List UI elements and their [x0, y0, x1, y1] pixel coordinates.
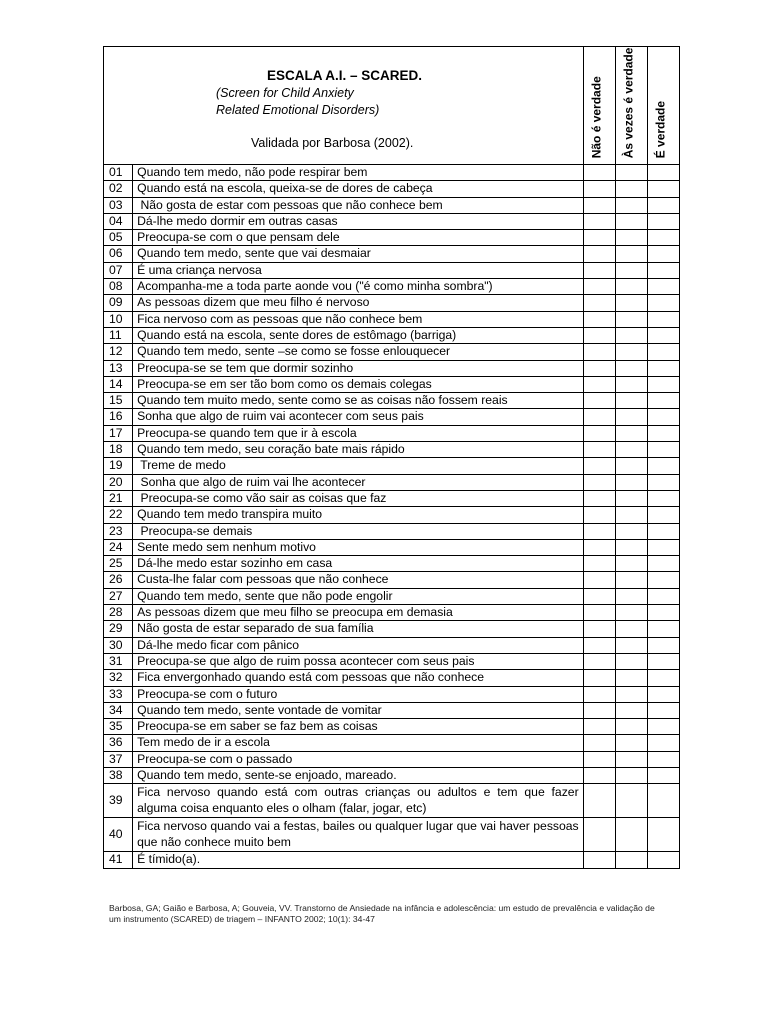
- scared-table: [103, 46, 680, 869]
- answer-not-true-cell[interactable]: [583, 751, 615, 767]
- answer-not-true-cell[interactable]: [583, 670, 615, 686]
- answer-sometimes-true-cell[interactable]: [615, 360, 647, 376]
- item-row: [104, 262, 680, 278]
- answer-not-true-cell[interactable]: [583, 719, 615, 735]
- answer-true-cell[interactable]: [647, 442, 679, 458]
- answer-not-true-cell[interactable]: [583, 344, 615, 360]
- answer-true-cell[interactable]: [647, 425, 679, 441]
- item-number: 01: [104, 165, 133, 181]
- answer-true-cell[interactable]: [647, 246, 679, 262]
- answer-true-cell[interactable]: [647, 621, 679, 637]
- item-row: [104, 507, 680, 523]
- item-row: [104, 702, 680, 718]
- item-row: [104, 376, 680, 392]
- item-text: Tem medo de ir a escola: [133, 735, 584, 751]
- item-text: Preocupa-se com o passado: [133, 751, 584, 767]
- answer-not-true-cell[interactable]: [583, 735, 615, 751]
- answer-true-cell[interactable]: [647, 605, 679, 621]
- item-row: [104, 784, 680, 818]
- item-text: As pessoas dizem que meu filho se preocupa em demasia: [133, 605, 584, 621]
- item-text: Preocupa-se se tem que dormir sozinho: [133, 360, 584, 376]
- item-number: 29: [104, 621, 133, 637]
- item-row: [104, 295, 680, 311]
- answer-not-true-cell[interactable]: [583, 376, 615, 392]
- answer-not-true-cell[interactable]: [583, 279, 615, 295]
- item-number: 19: [104, 458, 133, 474]
- item-number: 23: [104, 523, 133, 539]
- answer-not-true-cell[interactable]: [583, 588, 615, 604]
- answer-not-true-cell[interactable]: [583, 539, 615, 555]
- item-row: [104, 279, 680, 295]
- item-text: Preocupa-se como vão sair as coisas que faz: [133, 490, 584, 506]
- scale-subtitle-line1: (Screen for Child Anxiety: [216, 86, 354, 100]
- item-number: 07: [104, 262, 133, 278]
- answer-not-true-cell[interactable]: [583, 818, 615, 852]
- item-row: [104, 165, 680, 181]
- header-true: [647, 47, 679, 165]
- item-text: Preocupa-se que algo de ruim possa acontecer com seus pais: [133, 653, 584, 669]
- answer-not-true-cell[interactable]: [583, 556, 615, 572]
- item-text: Sonha que algo de ruim vai lhe acontecer: [133, 474, 584, 490]
- validation-note: Validada por Barbosa (2002).: [251, 136, 414, 150]
- answer-sometimes-true-cell[interactable]: [615, 507, 647, 523]
- item-text: Quando tem medo, sente que não pode engolir: [133, 588, 584, 604]
- item-number: 08: [104, 279, 133, 295]
- item-text: Quando está na escola, queixa-se de dores de cabeça: [133, 181, 584, 197]
- answer-sometimes-true-cell[interactable]: [615, 852, 647, 868]
- answer-not-true-cell[interactable]: [583, 653, 615, 669]
- answer-true-cell[interactable]: [647, 719, 679, 735]
- answer-not-true-cell[interactable]: [583, 246, 615, 262]
- item-text: Preocupa-se demais: [133, 523, 584, 539]
- answer-true-cell[interactable]: [647, 751, 679, 767]
- answer-not-true-cell[interactable]: [583, 523, 615, 539]
- item-text: Treme de medo: [133, 458, 584, 474]
- answer-not-true-cell[interactable]: [583, 181, 615, 197]
- answer-sometimes-true-cell[interactable]: [615, 393, 647, 409]
- item-text: Quando tem medo transpira muito: [133, 507, 584, 523]
- item-number: 38: [104, 767, 133, 783]
- answer-sometimes-true-cell[interactable]: [615, 523, 647, 539]
- answer-sometimes-true-cell[interactable]: [615, 818, 647, 852]
- header-sometimes-true: [615, 47, 647, 165]
- answer-true-cell[interactable]: [647, 295, 679, 311]
- answer-sometimes-true-cell[interactable]: [615, 344, 647, 360]
- answer-true-cell[interactable]: [647, 327, 679, 343]
- item-number: 39: [104, 784, 133, 818]
- item-row: [104, 523, 680, 539]
- answer-not-true-cell[interactable]: [583, 507, 615, 523]
- answer-true-cell[interactable]: [647, 197, 679, 213]
- item-text: Dá-lhe medo dormir em outras casas: [133, 213, 584, 229]
- answer-true-cell[interactable]: [647, 165, 679, 181]
- item-row: [104, 213, 680, 229]
- item-row: [104, 637, 680, 653]
- item-row: [104, 230, 680, 246]
- header-true-label: É verdade: [654, 100, 669, 158]
- answer-true-cell[interactable]: [647, 360, 679, 376]
- item-number: 32: [104, 670, 133, 686]
- item-text: É uma criança nervosa: [133, 262, 584, 278]
- header-not-true-label: Não é verdade: [589, 75, 604, 158]
- item-number: 06: [104, 246, 133, 262]
- answer-sometimes-true-cell[interactable]: [615, 197, 647, 213]
- item-number: 03: [104, 197, 133, 213]
- answer-not-true-cell[interactable]: [583, 327, 615, 343]
- item-row: [104, 311, 680, 327]
- item-row: [104, 686, 680, 702]
- scale-title: ESCALA A.I. – SCARED.: [267, 68, 423, 83]
- answer-not-true-cell[interactable]: [583, 262, 615, 278]
- item-text: Preocupa-se com o futuro: [133, 686, 584, 702]
- answer-sometimes-true-cell[interactable]: [615, 605, 647, 621]
- answer-true-cell[interactable]: [647, 539, 679, 555]
- scale-subtitle-line2: Related Emotional Disorders): [216, 103, 380, 117]
- scared-questionnaire: [103, 46, 680, 869]
- answer-not-true-cell[interactable]: [583, 360, 615, 376]
- item-row: [104, 719, 680, 735]
- item-text: Preocupa-se quando tem que ir à escola: [133, 425, 584, 441]
- answer-not-true-cell[interactable]: [583, 197, 615, 213]
- answer-not-true-cell[interactable]: [583, 393, 615, 409]
- item-text: Acompanha-me a toda parte aonde vou ("é como minha sombra"): [133, 279, 584, 295]
- item-text: Quando tem medo, sente vontade de vomitar: [133, 702, 584, 718]
- item-text: Sente medo sem nenhum motivo: [133, 539, 584, 555]
- answer-sometimes-true-cell[interactable]: [615, 213, 647, 229]
- item-text: É tímido(a).: [133, 852, 584, 868]
- answer-true-cell[interactable]: [647, 735, 679, 751]
- answer-true-cell[interactable]: [647, 670, 679, 686]
- item-number: 36: [104, 735, 133, 751]
- item-number: 22: [104, 507, 133, 523]
- answer-sometimes-true-cell[interactable]: [615, 686, 647, 702]
- answer-true-cell[interactable]: [647, 393, 679, 409]
- item-number: 16: [104, 409, 133, 425]
- item-row: [104, 442, 680, 458]
- item-number: 27: [104, 588, 133, 604]
- item-number: 26: [104, 572, 133, 588]
- item-number: 04: [104, 213, 133, 229]
- item-row: [104, 735, 680, 751]
- item-text: Quando tem medo, não pode respirar bem: [133, 165, 584, 181]
- answer-sometimes-true-cell[interactable]: [615, 262, 647, 278]
- item-row: [104, 197, 680, 213]
- item-row: [104, 539, 680, 555]
- item-number: 10: [104, 311, 133, 327]
- item-text: Custa-lhe falar com pessoas que não conhece: [133, 572, 584, 588]
- item-number: 12: [104, 344, 133, 360]
- answer-sometimes-true-cell[interactable]: [615, 702, 647, 718]
- answer-sometimes-true-cell[interactable]: [615, 719, 647, 735]
- item-number: 25: [104, 556, 133, 572]
- answer-sometimes-true-cell[interactable]: [615, 621, 647, 637]
- answer-sometimes-true-cell[interactable]: [615, 327, 647, 343]
- answer-true-cell[interactable]: [647, 523, 679, 539]
- answer-sometimes-true-cell[interactable]: [615, 637, 647, 653]
- reference-footnote: Barbosa, GA; Gaião e Barbosa, A; Gouveia, VV. Transtorno de Ansiedade na infância e adolescência: um estudo de prevalência e validação de um instrumento (SCARED) de triagem – INFANTO 2002; 10(1): 34-47: [109, 903, 655, 924]
- item-text: Não gosta de estar com pessoas que não conhece bem: [133, 197, 584, 213]
- answer-sometimes-true-cell[interactable]: [615, 474, 647, 490]
- item-text: Preocupa-se em ser tão bom como os demais colegas: [133, 376, 584, 392]
- item-row: [104, 605, 680, 621]
- item-row: [104, 181, 680, 197]
- answer-not-true-cell[interactable]: [583, 702, 615, 718]
- answer-sometimes-true-cell[interactable]: [615, 409, 647, 425]
- answer-sometimes-true-cell[interactable]: [615, 751, 647, 767]
- item-row: [104, 653, 680, 669]
- answer-not-true-cell[interactable]: [583, 458, 615, 474]
- answer-sometimes-true-cell[interactable]: [615, 588, 647, 604]
- answer-not-true-cell[interactable]: [583, 490, 615, 506]
- answer-not-true-cell[interactable]: [583, 852, 615, 868]
- item-row: [104, 425, 680, 441]
- answer-sometimes-true-cell[interactable]: [615, 784, 647, 818]
- item-number: 33: [104, 686, 133, 702]
- answer-not-true-cell[interactable]: [583, 621, 615, 637]
- header-row: [104, 47, 680, 165]
- answer-not-true-cell[interactable]: [583, 637, 615, 653]
- item-text: Preocupa-se em saber se faz bem as coisas: [133, 719, 584, 735]
- item-text: Fica envergonhado quando está com pessoas que não conhece: [133, 670, 584, 686]
- answer-sometimes-true-cell[interactable]: [615, 458, 647, 474]
- answer-not-true-cell[interactable]: [583, 230, 615, 246]
- answer-true-cell[interactable]: [647, 702, 679, 718]
- item-number: 13: [104, 360, 133, 376]
- answer-true-cell[interactable]: [647, 556, 679, 572]
- item-number: 05: [104, 230, 133, 246]
- answer-sometimes-true-cell[interactable]: [615, 442, 647, 458]
- answer-not-true-cell[interactable]: [583, 165, 615, 181]
- header-sometimes-true-label: Às vezes é verdade: [622, 47, 637, 158]
- answer-not-true-cell[interactable]: [583, 295, 615, 311]
- item-text: Preocupa-se com o que pensam dele: [133, 230, 584, 246]
- item-text: Quando tem medo, sente-se enjoado, mareado.: [133, 767, 584, 783]
- answer-true-cell[interactable]: [647, 490, 679, 506]
- answer-sometimes-true-cell[interactable]: [615, 425, 647, 441]
- answer-not-true-cell[interactable]: [583, 474, 615, 490]
- item-number: 15: [104, 393, 133, 409]
- answer-not-true-cell[interactable]: [583, 311, 615, 327]
- answer-not-true-cell[interactable]: [583, 605, 615, 621]
- answer-true-cell[interactable]: [647, 213, 679, 229]
- item-row: [104, 474, 680, 490]
- answer-true-cell[interactable]: [647, 458, 679, 474]
- answer-true-cell[interactable]: [647, 784, 679, 818]
- item-row: [104, 344, 680, 360]
- answer-sometimes-true-cell[interactable]: [615, 279, 647, 295]
- answer-sometimes-true-cell[interactable]: [615, 653, 647, 669]
- answer-not-true-cell[interactable]: [583, 767, 615, 783]
- item-row: [104, 852, 680, 868]
- answer-true-cell[interactable]: [647, 376, 679, 392]
- answer-sometimes-true-cell[interactable]: [615, 311, 647, 327]
- answer-sometimes-true-cell[interactable]: [615, 230, 647, 246]
- item-text: Quando está na escola, sente dores de estômago (barriga): [133, 327, 584, 343]
- item-row: [104, 360, 680, 376]
- answer-true-cell[interactable]: [647, 344, 679, 360]
- answer-true-cell[interactable]: [647, 311, 679, 327]
- header-not-true: [583, 47, 615, 165]
- answer-true-cell[interactable]: [647, 767, 679, 783]
- item-number: 41: [104, 852, 133, 868]
- item-row: [104, 556, 680, 572]
- answer-not-true-cell[interactable]: [583, 213, 615, 229]
- item-text: Dá-lhe medo ficar com pânico: [133, 637, 584, 653]
- item-number: 09: [104, 295, 133, 311]
- item-text: Sonha que algo de ruim vai acontecer com seus pais: [133, 409, 584, 425]
- item-text: Fica nervoso com as pessoas que não conhece bem: [133, 311, 584, 327]
- item-text: Quando tem muito medo, sente como se as coisas não fossem reais: [133, 393, 584, 409]
- answer-sometimes-true-cell[interactable]: [615, 490, 647, 506]
- answer-sometimes-true-cell[interactable]: [615, 181, 647, 197]
- answer-sometimes-true-cell[interactable]: [615, 539, 647, 555]
- answer-true-cell[interactable]: [647, 181, 679, 197]
- answer-true-cell[interactable]: [647, 409, 679, 425]
- item-number: 14: [104, 376, 133, 392]
- answer-sometimes-true-cell[interactable]: [615, 572, 647, 588]
- item-row: [104, 246, 680, 262]
- answer-true-cell[interactable]: [647, 279, 679, 295]
- item-number: 34: [104, 702, 133, 718]
- item-number: 18: [104, 442, 133, 458]
- answer-true-cell[interactable]: [647, 686, 679, 702]
- item-row: [104, 572, 680, 588]
- answer-true-cell[interactable]: [647, 572, 679, 588]
- item-number: 02: [104, 181, 133, 197]
- item-text: Quando tem medo, seu coração bate mais rápido: [133, 442, 584, 458]
- item-row: [104, 393, 680, 409]
- item-text: Dá-lhe medo estar sozinho em casa: [133, 556, 584, 572]
- answer-sometimes-true-cell[interactable]: [615, 295, 647, 311]
- item-number: 11: [104, 327, 133, 343]
- answer-sometimes-true-cell[interactable]: [615, 735, 647, 751]
- answer-not-true-cell[interactable]: [583, 784, 615, 818]
- item-number: 37: [104, 751, 133, 767]
- answer-sometimes-true-cell[interactable]: [615, 767, 647, 783]
- answer-sometimes-true-cell[interactable]: [615, 376, 647, 392]
- answer-not-true-cell[interactable]: [583, 686, 615, 702]
- item-row: [104, 490, 680, 506]
- item-number: 35: [104, 719, 133, 735]
- item-row: [104, 327, 680, 343]
- answer-true-cell[interactable]: [647, 474, 679, 490]
- answer-not-true-cell[interactable]: [583, 409, 615, 425]
- answer-sometimes-true-cell[interactable]: [615, 246, 647, 262]
- answer-sometimes-true-cell[interactable]: [615, 670, 647, 686]
- item-number: 31: [104, 653, 133, 669]
- item-row: [104, 751, 680, 767]
- answer-true-cell[interactable]: [647, 852, 679, 868]
- answer-sometimes-true-cell[interactable]: [615, 165, 647, 181]
- header-cell: [104, 47, 584, 165]
- item-row: [104, 588, 680, 604]
- answer-not-true-cell[interactable]: [583, 442, 615, 458]
- item-text: Quando tem medo, sente que vai desmaiar: [133, 246, 584, 262]
- answer-true-cell[interactable]: [647, 588, 679, 604]
- answer-true-cell[interactable]: [647, 653, 679, 669]
- item-row: [104, 767, 680, 783]
- answer-true-cell[interactable]: [647, 507, 679, 523]
- item-number: 40: [104, 818, 133, 852]
- answer-not-true-cell[interactable]: [583, 425, 615, 441]
- item-row: [104, 458, 680, 474]
- item-number: 17: [104, 425, 133, 441]
- item-row: [104, 621, 680, 637]
- item-text: Fica nervoso quando vai a festas, bailes ou qualquer lugar que vai haver pessoas que não conhece muito bem: [133, 818, 584, 852]
- answer-true-cell[interactable]: [647, 637, 679, 653]
- item-text: As pessoas dizem que meu filho é nervoso: [133, 295, 584, 311]
- item-number: 28: [104, 605, 133, 621]
- item-number: 30: [104, 637, 133, 653]
- item-text: Não gosta de estar separado de sua família: [133, 621, 584, 637]
- item-text: Fica nervoso quando está com outras crianças ou adultos e tem que fazer alguma coisa enquanto eles o olham (falar, jogar, etc): [133, 784, 584, 818]
- item-row: [104, 409, 680, 425]
- item-number: 20: [104, 474, 133, 490]
- item-text: Quando tem medo, sente –se como se fosse enlouquecer: [133, 344, 584, 360]
- item-number: 24: [104, 539, 133, 555]
- answer-true-cell[interactable]: [647, 818, 679, 852]
- item-number: 21: [104, 490, 133, 506]
- answer-sometimes-true-cell[interactable]: [615, 556, 647, 572]
- answer-true-cell[interactable]: [647, 230, 679, 246]
- answer-not-true-cell[interactable]: [583, 572, 615, 588]
- item-row: [104, 818, 680, 852]
- item-row: [104, 670, 680, 686]
- answer-true-cell[interactable]: [647, 262, 679, 278]
